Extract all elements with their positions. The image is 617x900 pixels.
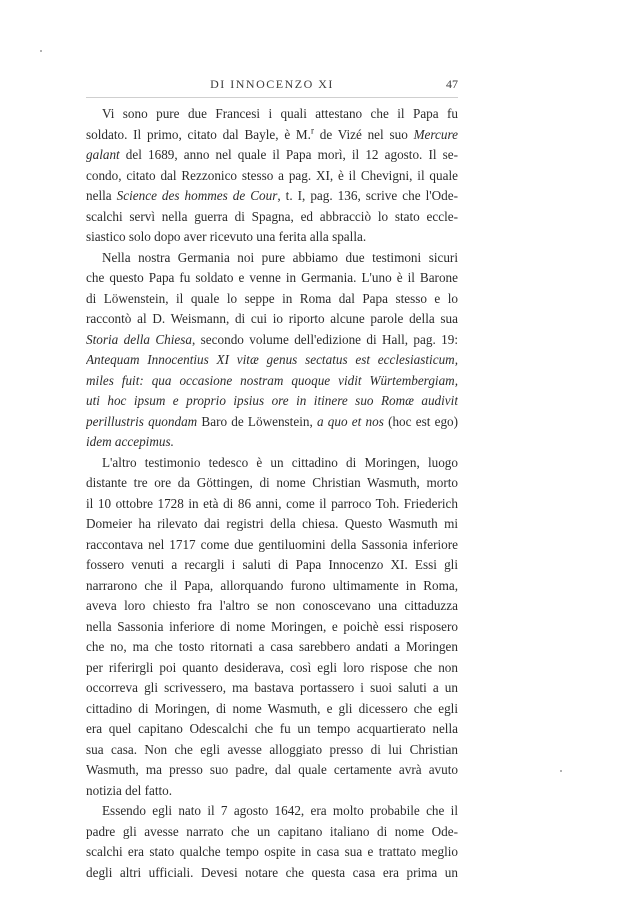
text-line — [86, 781, 458, 802]
text-line — [86, 166, 458, 187]
text-line — [86, 391, 458, 412]
text-line — [86, 350, 458, 371]
text-segment: distante tre ore da Göttingen, di nome Christian Wasmuth, morto — [86, 475, 458, 490]
text-segment: aveva loro chiesto fra l'altro se non conoscevano una cittaduzza — [86, 598, 458, 613]
text-segment: siastico solo dopo aver ricevuto una ferita alla spalla. — [86, 229, 367, 244]
paper-speck — [40, 50, 42, 52]
text-line — [86, 719, 458, 740]
text-segment: scalchi servì nella guerra di Spagna, ed abbracciò lo stato eccle- — [86, 208, 458, 224]
text-line — [86, 678, 458, 699]
text-line — [86, 637, 458, 658]
text-segment: narrarono che il Papa, allorquando furono ultimamente in Roma, — [86, 577, 458, 593]
text-segment: condo, citato dal Rezzonico stesso a pag. XI, è il Chevigni, il quale — [86, 167, 458, 183]
italic-text: Mercure — [413, 126, 458, 142]
italic-text: galant — [86, 147, 120, 162]
text-segment: di Löwenstein, il quale lo seppe in Roma dal Papa stesso e lo — [86, 290, 458, 306]
text-line — [86, 617, 458, 638]
paragraph — [86, 453, 458, 802]
text-line — [86, 309, 458, 330]
text-segment: per riferirgli poi quanto desiderava, così egli loro rispose che non — [86, 659, 458, 675]
italic-text: idem accepimus. — [86, 434, 174, 449]
text-line — [86, 535, 458, 556]
text-line — [86, 822, 458, 843]
text-segment: , t. I, pag. 136, scrive che l'Ode- — [277, 188, 458, 203]
text-line — [86, 494, 458, 515]
text-segment: Vi sono pure due Francesi i quali attestano che il Papa fu — [102, 106, 458, 121]
text-line — [86, 596, 458, 617]
text-line — [86, 248, 458, 269]
italic-text: Storia della Chiesa — [86, 331, 192, 347]
text-segment: del 1689, anno nel quale il Papa morì, il 12 agosto. Il se- — [119, 147, 458, 162]
text-line — [86, 268, 458, 289]
text-segment: (hoc est ego) — [383, 413, 458, 429]
text-line — [86, 760, 458, 781]
text-line — [86, 289, 458, 310]
text-segment: Essendo egli nato il 7 agosto 1642, era molto probabile che il — [102, 803, 458, 818]
text-line — [86, 740, 458, 761]
text-line — [86, 863, 458, 884]
text-segment: , secondo volume dell'edizione di Hall, pag. 19: — [192, 331, 458, 347]
text-segment: padre gli avesse narrato che un capitano italiano di nome Ode- — [86, 823, 458, 839]
text-segment: de Vizé nel suo — [313, 126, 414, 142]
text-segment: raccontò al D. Weismann, di cui io riporto alcune parole della sua — [86, 311, 458, 326]
text-segment: fossero venuti a recargli i saluti di Papa Innocenzo XI. Essi gli — [86, 557, 458, 572]
text-line — [86, 658, 458, 679]
body-text — [86, 104, 458, 883]
italic-text: perillustris quondam — [86, 413, 198, 429]
text-line — [86, 801, 458, 822]
text-line — [86, 412, 458, 433]
paragraph — [86, 104, 458, 248]
text-segment: L'altro testimonio tedesco è un cittadino di Moringen, luogo — [102, 454, 458, 470]
italic-text: uti hoc ipsum e proprio ipsius ore in itinere suo Romæ audivit — [86, 393, 458, 408]
text-line — [86, 104, 458, 125]
text-segment: occorreva gli scrivessero, ma bastava portassero i suoi saluti a un — [86, 680, 458, 695]
paragraph — [86, 801, 458, 883]
running-title: DI INNOCENZO XI — [210, 77, 334, 91]
text-segment: il 10 ottobre 1728 in età di 86 anni, come il parroco Toh. Friederich — [86, 495, 458, 511]
text-segment: nella Sassonia inferiore di nome Moringen, e poichè essi risposero — [86, 618, 458, 634]
text-line — [86, 330, 458, 351]
text-segment: r — [310, 125, 314, 136]
text-segment: sua casa. Non che egli avesse alloggiato presso di lui Christian — [86, 741, 458, 757]
text-segment: nella — [86, 188, 117, 203]
text-segment: Nella nostra Germania noi pure abbiamo due testimoni sicuri — [102, 249, 458, 265]
text-segment: Domeier ha rilevato dai registri della chiesa. Questo Wasmuth mi — [86, 516, 458, 531]
running-head — [86, 77, 458, 97]
paper-speck — [560, 770, 562, 772]
text-line — [86, 555, 458, 576]
text-segment: era quel capitano Odescalchi che fu un tempo acquartierato nella — [86, 721, 458, 736]
header-rule — [86, 97, 458, 98]
italic-text: a quo et nos — [316, 413, 384, 429]
page-number: 47 — [446, 77, 458, 91]
text-segment: soldato. Il primo, citato dal Bayle, è M. — [86, 126, 311, 142]
text-segment: scalchi era stato qualche tempo ospite in casa sua e trattato meglio — [86, 844, 458, 859]
paragraph — [86, 248, 458, 453]
text-segment: che questo Papa fu soldato e venne in Germania. L'uno è il Barone — [86, 270, 458, 285]
text-segment: cittadino di Moringen, di nome Wasmuth, e gli dicessero che egli — [86, 700, 458, 716]
text-line — [86, 186, 458, 207]
italic-text: Science des hommes de Cour — [116, 188, 278, 203]
text-segment: degli altri ufficiali. Devesi notare che questa casa era prima un — [86, 864, 458, 880]
text-line — [86, 227, 458, 248]
text-line — [86, 699, 458, 720]
text-segment: notizia del fatto. — [86, 782, 173, 798]
text-segment: che no, ma che tosto ritornati a casa sarebbero andati a Moringen — [86, 639, 458, 654]
text-segment: raccontava nel 1717 come due gentiluomini della Sassonia inferiore — [86, 536, 458, 552]
text-line — [86, 576, 458, 597]
text-line — [86, 371, 458, 392]
text-line — [86, 453, 458, 474]
text-line — [86, 145, 458, 166]
text-segment: Baro de Löwenstein, — [197, 413, 317, 429]
text-line — [86, 125, 458, 146]
italic-text: miles fuit: qua occasione nostram quoque vidit Würtembergiam, — [86, 372, 458, 388]
text-segment: Wasmuth, ma presso suo padre, dal quale certamente avrà avuto — [86, 762, 458, 777]
text-line — [86, 207, 458, 228]
text-line — [86, 473, 458, 494]
text-line — [86, 514, 458, 535]
text-line — [86, 842, 458, 863]
italic-text: Antequam Innocentius XI vitæ genus sectatus est ecclesiasticum, — [86, 352, 458, 367]
text-line — [86, 432, 458, 453]
